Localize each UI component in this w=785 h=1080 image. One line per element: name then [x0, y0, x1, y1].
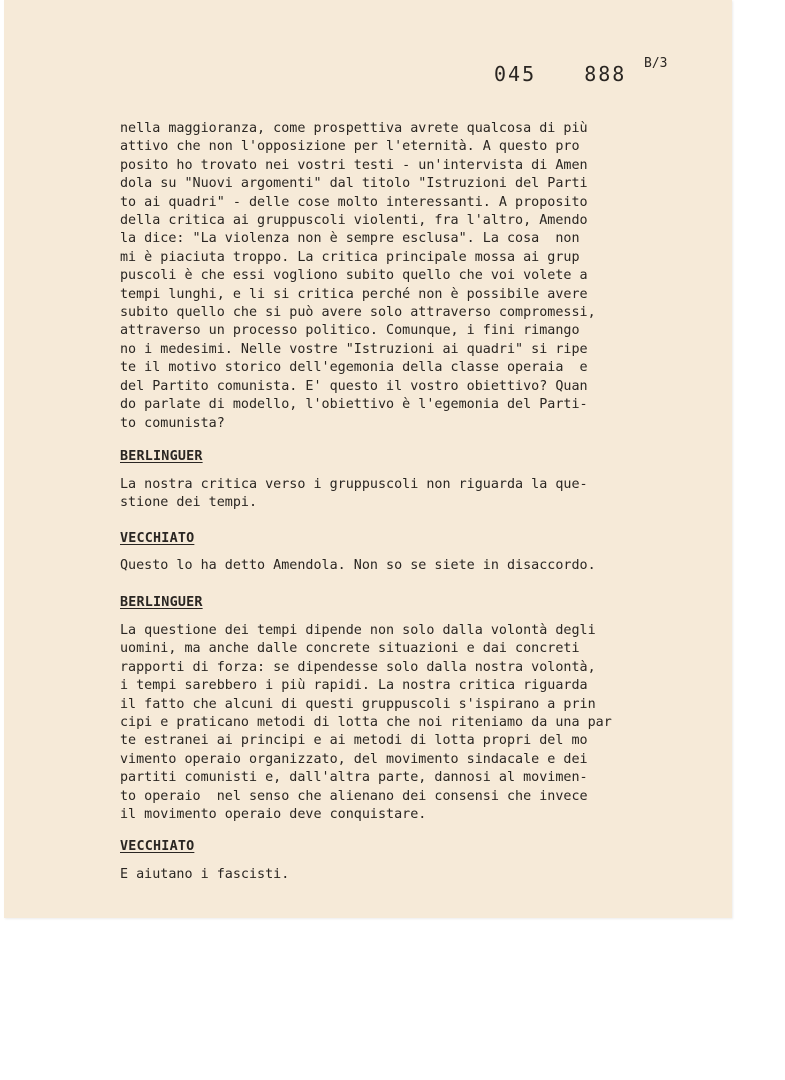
- speaker-label: BERLINGUER: [120, 449, 203, 464]
- document-page: [4, 0, 732, 918]
- question-paragraph: nella maggioranza, come prospettiva avrete qualcosa di più attivo che non l'opposizione per l'eternità. A questo pro posito ho trovato nei vostri testi - un'intervista di Amen dola su "Nuovi argomenti" dal titolo "Istruzioni del Parti to ai quadri" - delle cose molto interessanti. A proposito della critica ai gruppuscoli violenti, fra l'altro, Amendo la dice: "La violenza non è sempre esclusa". La cosa non mi è piaciuta troppo. La critica principale mossa ai grup puscoli è che essi vogliono subito quello che voi volete a tempi lunghi, e li si critica perché non è possibile avere subito quello che si può avere solo attraverso compromessi, attraverso un processo politico. Comunque, i fini rimango no i medesimi. Nelle vostre "Istruzioni ai quadri" si ripe te il motivo storico dell'egemonia della classe operaia e del Partito comunista. E' questo il vostro obiettivo? Quan do parlate di modello, l'obiettivo è l'egemonia del Parti- to comunista?: [120, 121, 596, 431]
- answer-paragraph: La questione dei tempi dipende non solo dalla volontà degli uomini, ma anche dalle concrete situazioni e dai concreti rapporti di forza: se dipendesse solo dalla nostra volontà, i tempi sarebbero i più rapidi. La nostra critica riguarda il fatto che alcuni di questi gruppuscoli s'ispirano a prin cipi e praticano metodi di lotta che noi riteniamo da una par te estranei ai principi e ai metodi di lotta propri del mo vimento operaio organizzato, del movimento sindacale e dei partiti comunisti e, dall'altra parte, dannosi al movimen- to operaio nel senso che alienano dei consensi che invece il movimento operaio deve conquistare.: [120, 623, 612, 823]
- document-number: 045 888: [494, 62, 627, 86]
- speaker-label: VECCHIATO: [120, 531, 195, 546]
- speaker-label: VECCHIATO: [120, 839, 195, 854]
- question-paragraph: E aiutano i fascisti.: [120, 867, 290, 882]
- page-number: B/3: [644, 56, 668, 71]
- answer-paragraph: La nostra critica verso i gruppuscoli non riguarda la que- stione dei tempi.: [120, 477, 588, 511]
- question-paragraph: Questo lo ha detto Amendola. Non so se siete in disaccordo.: [120, 558, 596, 573]
- speaker-label: BERLINGUER: [120, 595, 203, 610]
